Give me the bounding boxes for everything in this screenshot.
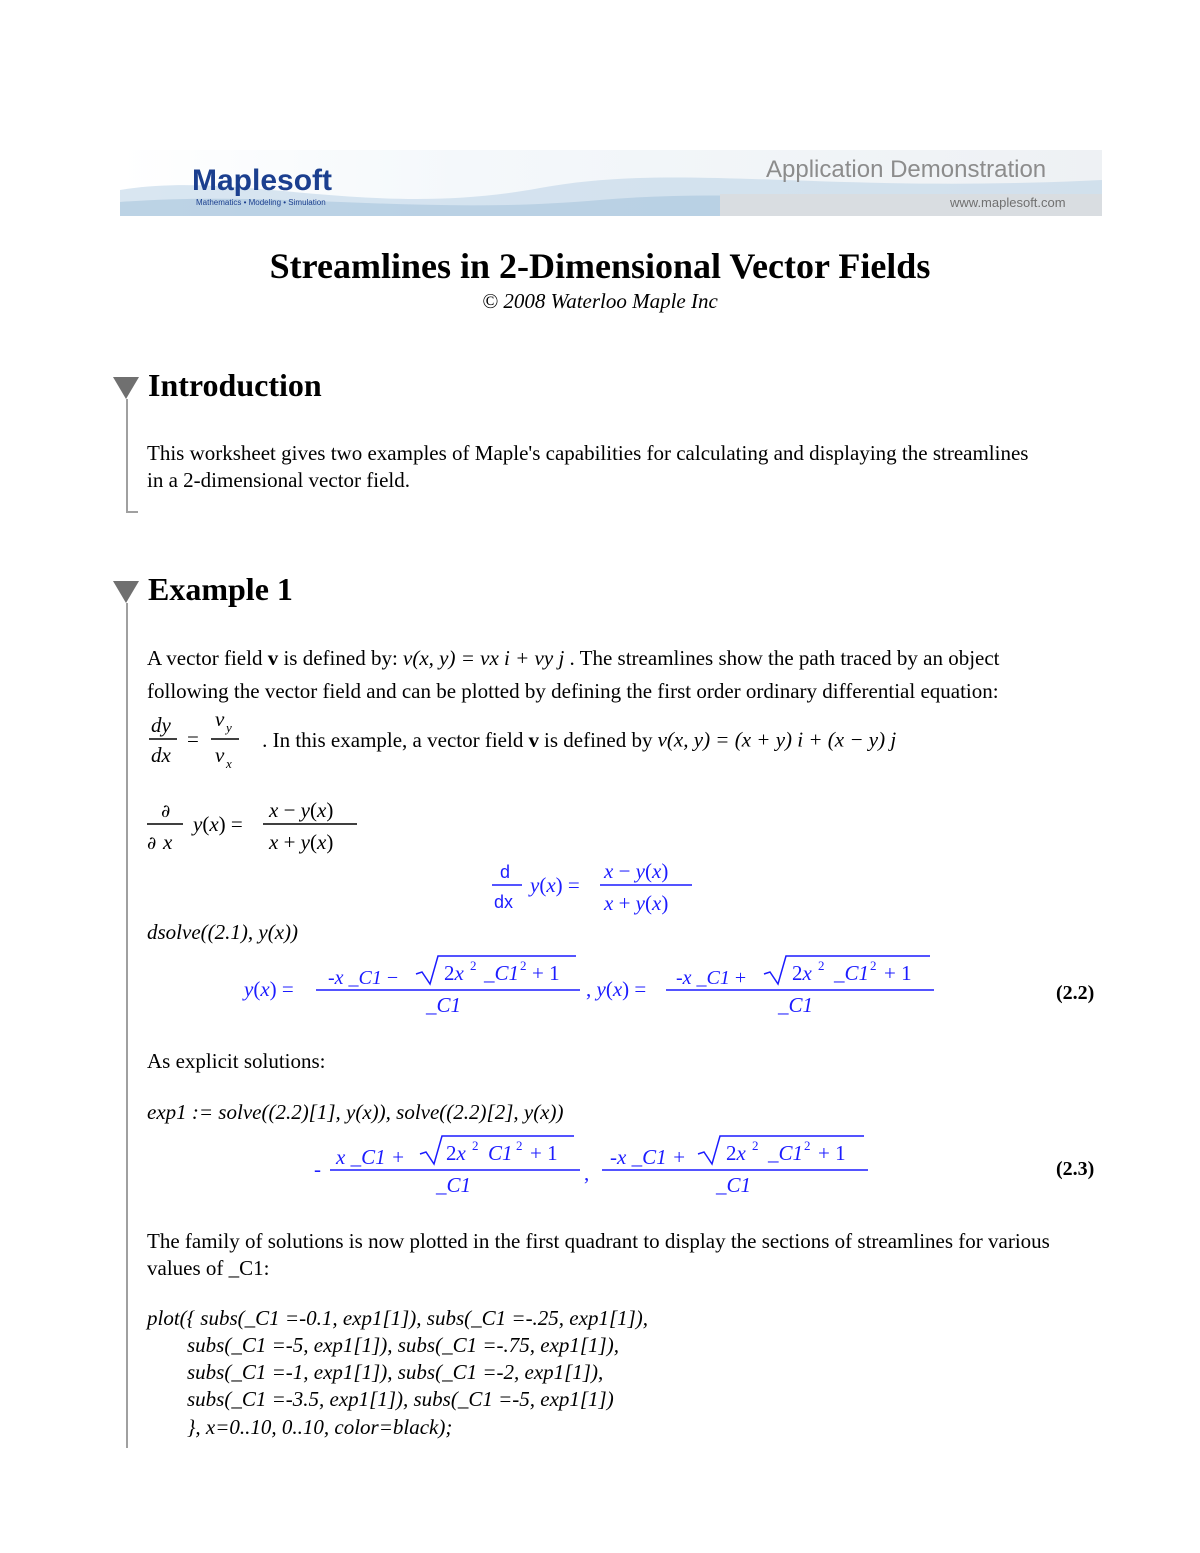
svg-text:+ 1: + 1	[530, 1141, 558, 1165]
svg-text:2: 2	[470, 958, 477, 973]
svg-text:-x _C1 +: -x _C1 +	[610, 1145, 686, 1169]
svg-text:dy: dy	[151, 713, 171, 737]
svg-text:_C1: _C1	[778, 993, 814, 1017]
exp1-command[interactable]: exp1 := solve((2.2)[1], y(x)), solve((2.2)[2], y(x))	[147, 1100, 564, 1124]
svg-text:2x: 2x	[444, 961, 464, 985]
svg-text:x − y(x): x − y(x)	[269, 798, 334, 822]
ode-output-math	[492, 856, 712, 918]
svg-text:C1: C1	[488, 1141, 513, 1165]
svg-text:v: v	[215, 707, 225, 731]
svg-text:y: y	[226, 720, 232, 735]
ode-input-math[interactable]	[147, 795, 387, 859]
svg-text:2: 2	[870, 958, 877, 973]
plot-command-line[interactable]: }, x=0..10, 0..10, color=black);	[187, 1415, 453, 1439]
document-copyright: © 2008 Waterloo Maple Inc	[482, 289, 718, 313]
svg-text:_C1: _C1	[484, 961, 520, 985]
svg-text:, y(x) =: , y(x) =	[586, 977, 647, 1001]
plot-command-line[interactable]: subs(_C1 =-5, exp1[1]), subs(_C1 =-.75, exp1[1]),	[187, 1333, 619, 1357]
section-bracket	[126, 399, 128, 512]
svg-text:dx: dx	[494, 892, 514, 912]
svg-text:2x: 2x	[792, 961, 812, 985]
svg-text:_C1: _C1	[768, 1141, 804, 1165]
text-fragment: A vector field	[147, 646, 263, 670]
dsolve-command[interactable]: dsolve((2.1), y(x))	[147, 920, 298, 944]
collapse-triangle-icon[interactable]	[113, 377, 139, 399]
svg-text:2: 2	[804, 1138, 811, 1153]
svg-text:x _C1 +: x _C1 +	[336, 1145, 405, 1169]
svg-text:2: 2	[752, 1138, 759, 1153]
svg-text:2x: 2x	[726, 1141, 746, 1165]
svg-text:x + y(x): x + y(x)	[604, 891, 669, 915]
svg-text:-: -	[314, 1157, 321, 1181]
section-bracket-end	[126, 511, 138, 513]
family-solutions-text: The family of solutions is now plotted in the first quadrant to display the sections of streamlines for various values of _C1:	[147, 1229, 1050, 1280]
document-title: Streamlines in 2-Dimensional Vector Fields	[269, 246, 931, 286]
banner-url: www.maplesoft.com	[950, 195, 1066, 210]
explicit-solutions-text: As explicit solutions:	[147, 1049, 326, 1073]
text-fragment: is defined by:	[283, 646, 398, 670]
svg-text:,: ,	[584, 1161, 590, 1185]
example-paragraph-line-2: following the vector field and can be plotted by defining the first order ordinary differential equation:	[147, 679, 999, 703]
example-paragraph-line-1	[147, 645, 1000, 672]
svg-text:2: 2	[516, 1138, 523, 1153]
svg-text:y(x) =: y(x) =	[530, 873, 580, 897]
banner-graphic	[120, 150, 1102, 216]
text-fragment: . The streamlines show the path traced by an object	[569, 646, 1000, 670]
text-fragment: . In this example, a vector field	[262, 727, 524, 752]
example-paragraph-line-3	[147, 706, 896, 774]
svg-text:x: x	[226, 756, 232, 771]
section-heading-introduction: Introduction	[148, 367, 322, 403]
svg-text:_C1: _C1	[436, 1173, 472, 1197]
svg-text:2: 2	[520, 958, 527, 973]
vector-symbol: v	[267, 646, 279, 670]
collapse-triangle-icon[interactable]	[113, 581, 139, 603]
plot-command-line[interactable]: subs(_C1 =-3.5, exp1[1]), subs(_C1 =-5, exp1[1])	[187, 1387, 614, 1411]
equation-2-2	[240, 950, 960, 1022]
section-heading-example-1: Example 1	[148, 571, 293, 607]
svg-text:_C1: _C1	[716, 1173, 752, 1197]
vector-field-example: v(x, y) = (x + y) i + (x − y) j	[657, 727, 897, 752]
vector-symbol: v	[528, 727, 539, 752]
svg-text:dx: dx	[151, 743, 171, 767]
plot-command-line[interactable]: plot({ subs(_C1 =-0.1, exp1[1]), subs(_C1 =-.25, exp1[1]),	[147, 1306, 649, 1330]
svg-text:x: x	[163, 830, 173, 854]
banner-logo: Maplesoft	[192, 164, 333, 197]
svg-text:y(x) =: y(x) =	[244, 977, 294, 1001]
svg-text:_C1: _C1	[426, 993, 462, 1017]
svg-text:-x _C1 +: -x _C1 +	[676, 967, 747, 989]
equation-label-2-2: (2.2)	[1056, 982, 1095, 1004]
svg-text:=: =	[187, 727, 199, 751]
svg-text:∂: ∂	[161, 801, 171, 822]
dy-dx-ratio-equation	[147, 706, 257, 774]
svg-text:-x _C1 −: -x _C1 −	[328, 967, 399, 989]
maplesoft-banner	[120, 150, 1102, 216]
equation-label-2-3: (2.3)	[1056, 1158, 1095, 1180]
vector-field-definition: v(x, y) = vx i + vy j	[403, 646, 565, 670]
svg-text:+ 1: + 1	[818, 1141, 846, 1165]
svg-text:x − y(x): x − y(x)	[604, 859, 669, 883]
section-bracket	[126, 603, 128, 1448]
svg-text:_C1: _C1	[834, 961, 870, 985]
svg-text:2: 2	[472, 1138, 479, 1153]
equation-2-3	[312, 1130, 882, 1202]
svg-text:y(x) =: y(x) =	[193, 812, 243, 836]
svg-text:v: v	[215, 743, 225, 767]
plot-command-line[interactable]: subs(_C1 =-1, exp1[1]), subs(_C1 =-2, exp1[1]),	[187, 1360, 604, 1384]
svg-text:∂: ∂	[147, 833, 157, 854]
svg-text:2x: 2x	[446, 1141, 466, 1165]
banner-logo-tagline: Mathematics • Modeling • Simulation	[196, 198, 326, 207]
text-fragment: is defined by	[544, 727, 653, 752]
intro-paragraph: This worksheet gives two examples of Maple's capabilities for calculating and displaying the streamlines in a 2-dimensional vector field.	[147, 441, 1029, 492]
svg-text:2: 2	[818, 958, 825, 973]
svg-text:+ 1: + 1	[884, 961, 912, 985]
banner-label: Application Demonstration	[766, 156, 1047, 183]
svg-text:x + y(x): x + y(x)	[269, 830, 334, 854]
svg-text:d: d	[500, 862, 511, 882]
svg-text:+ 1: + 1	[532, 961, 560, 985]
